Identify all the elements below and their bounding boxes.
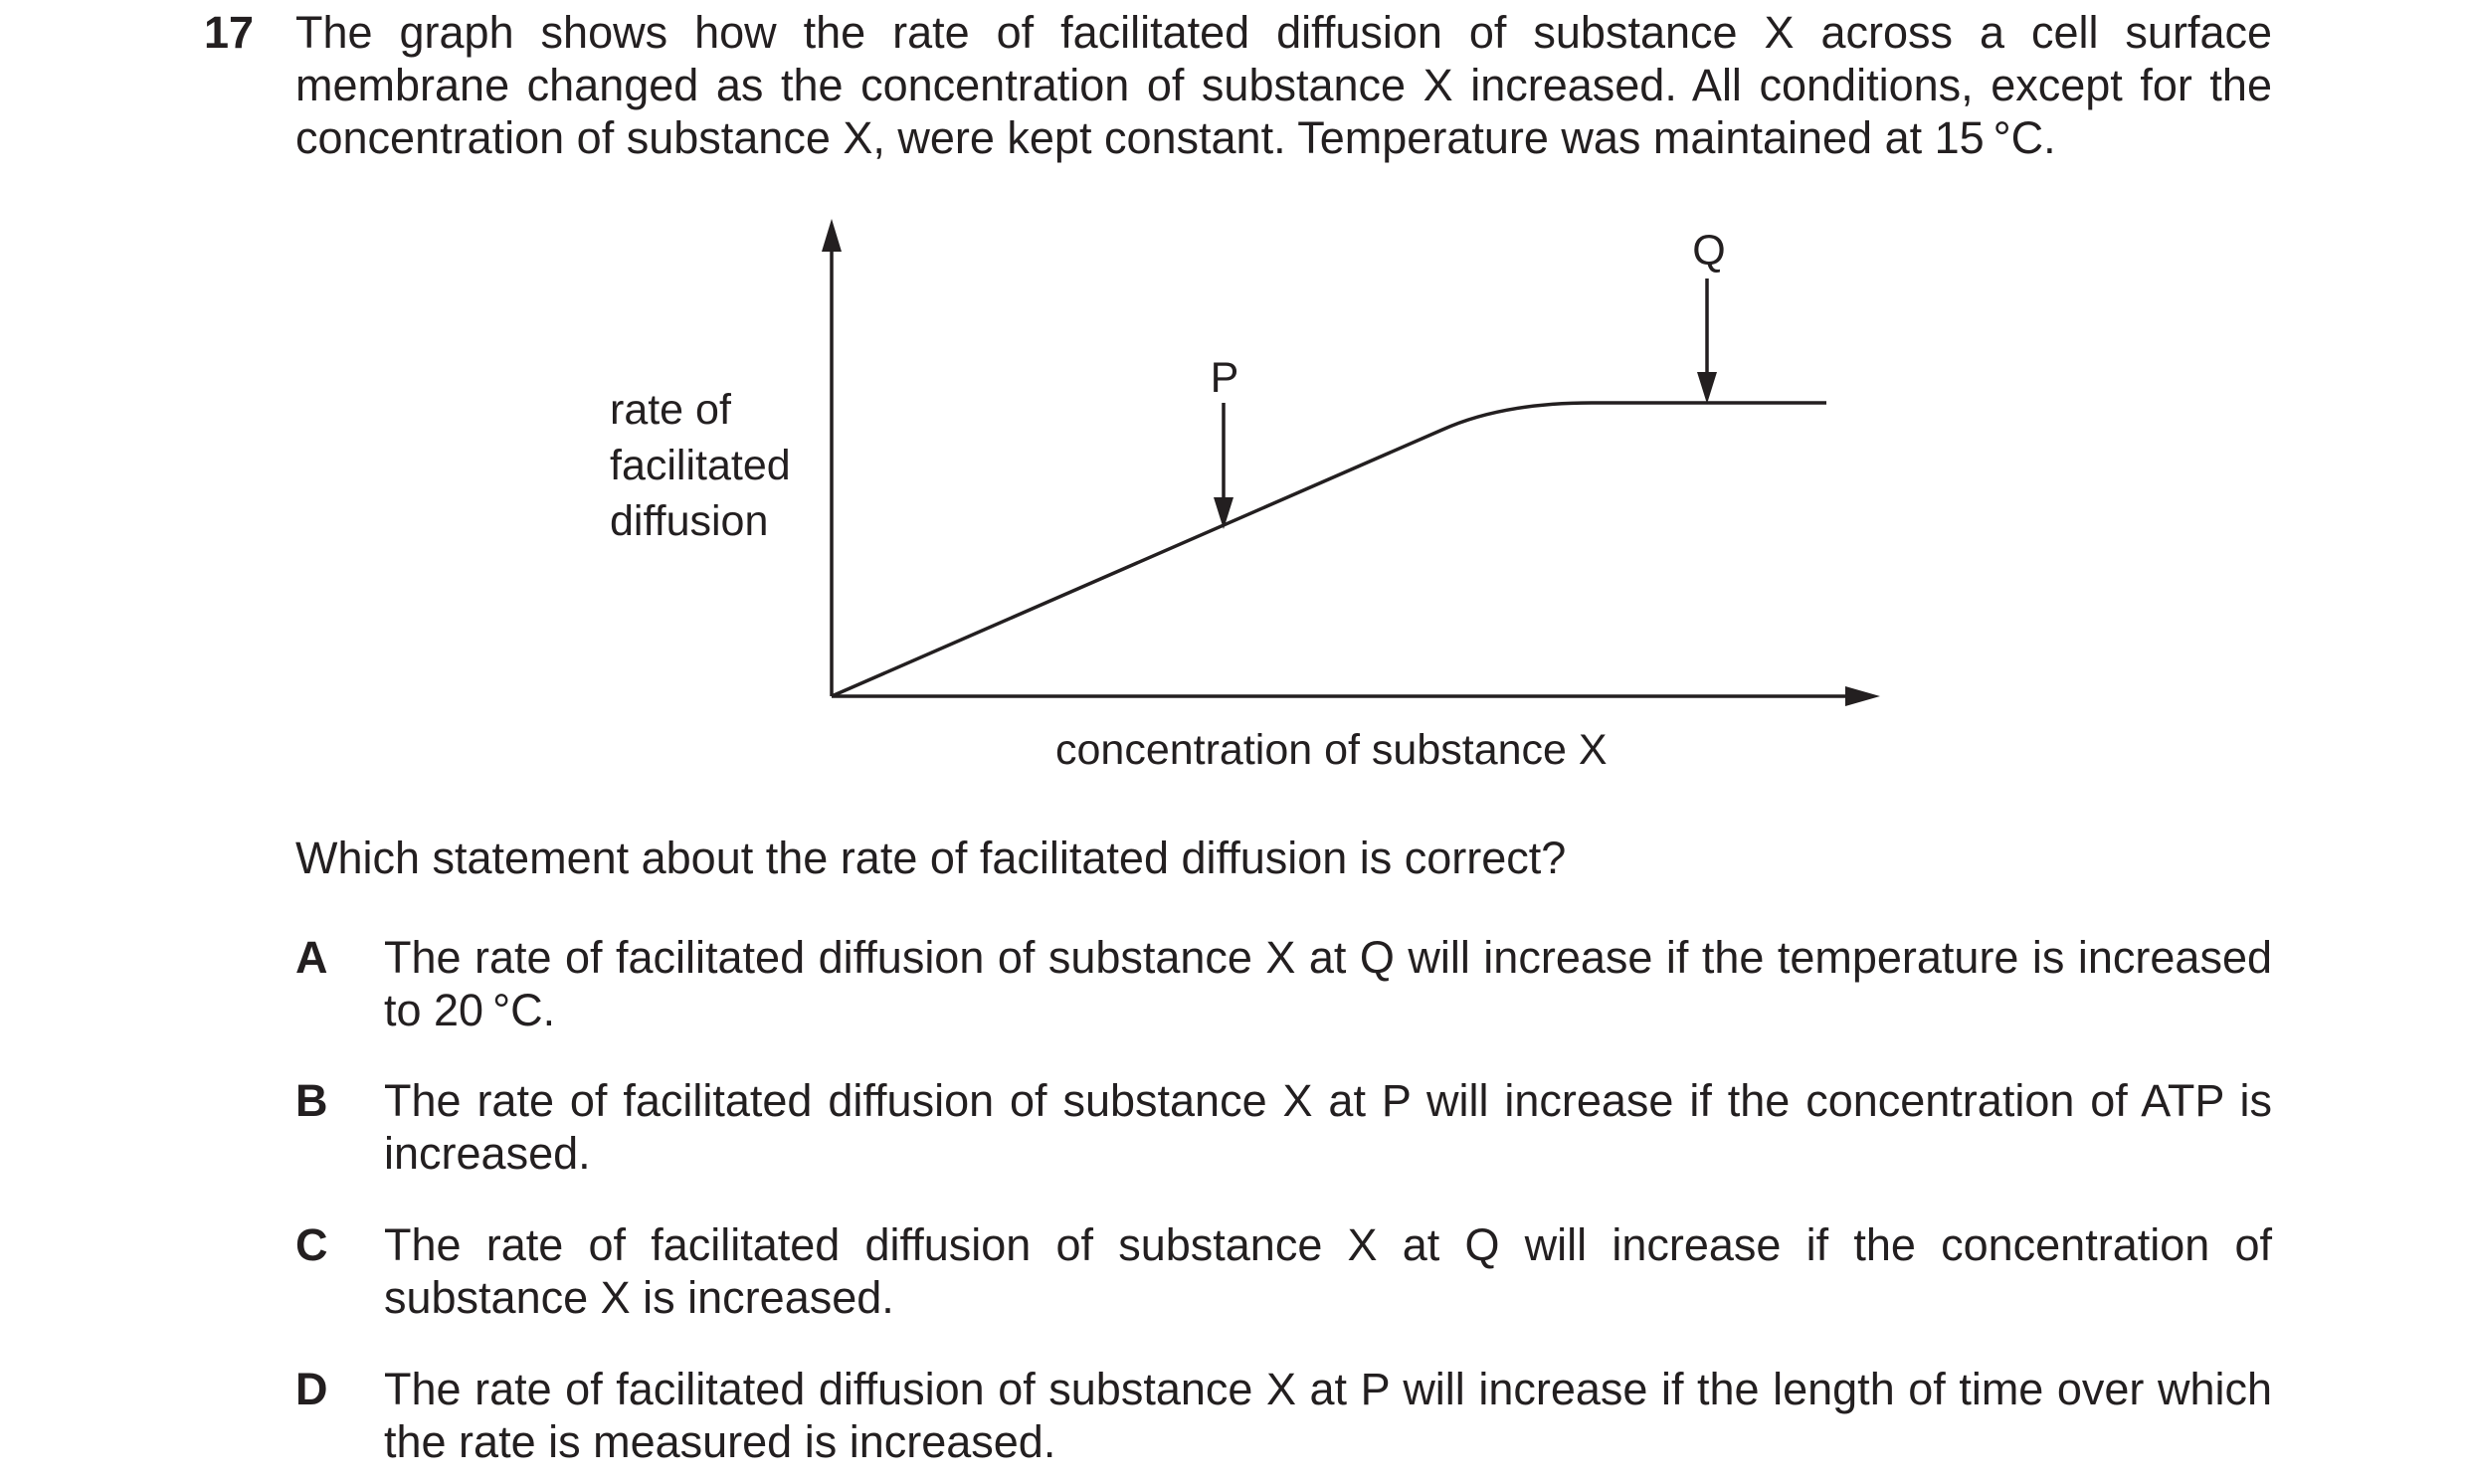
option-text: The rate of facilitated diffusion of substance X at P will increase if the length of time over which the rate is measured is increased.	[384, 1364, 2272, 1467]
rate-curve	[832, 403, 1826, 696]
option-letter: D	[295, 1364, 328, 1414]
y-axis-arrowhead	[822, 219, 842, 252]
option-text: The rate of facilitated diffusion of substance X at Q will increase if the temperature is increased to 20 °C.	[384, 932, 2272, 1035]
y-axis-label-line-2: facilitated	[610, 442, 791, 489]
question-stem: The graph shows how the rate of facilitated diffusion of substance X across a cell surface membrane changed as the concentration of substance X increased. All conditions, except for the concentration of substance X, were kept constant. Temperature was maintained at 15 °C.	[295, 7, 2272, 163]
option-letter: A	[295, 932, 328, 983]
marker-q-label: Q	[1692, 227, 1726, 275]
question-number: 17	[204, 7, 255, 58]
q-arrowhead	[1697, 372, 1717, 404]
option-letter: B	[295, 1075, 328, 1126]
option-letter: C	[295, 1219, 328, 1270]
option-text: The rate of facilitated diffusion of substance X at Q will increase if the concentration of substance X is increased.	[384, 1219, 2272, 1323]
x-axis-arrowhead	[1845, 686, 1880, 706]
question-prompt: Which statement about the rate of facilitated diffusion is correct?	[295, 833, 1567, 883]
x-axis-label: concentration of substance X	[1055, 726, 1608, 774]
y-axis-label-line-3: diffusion	[610, 497, 769, 545]
marker-p-label: P	[1210, 354, 1239, 402]
p-arrowhead	[1214, 497, 1234, 529]
option-text: The rate of facilitated diffusion of substance X at P will increase if the concentration of ATP is increased.	[384, 1075, 2272, 1179]
y-axis-label-line-1: rate of	[610, 386, 731, 434]
